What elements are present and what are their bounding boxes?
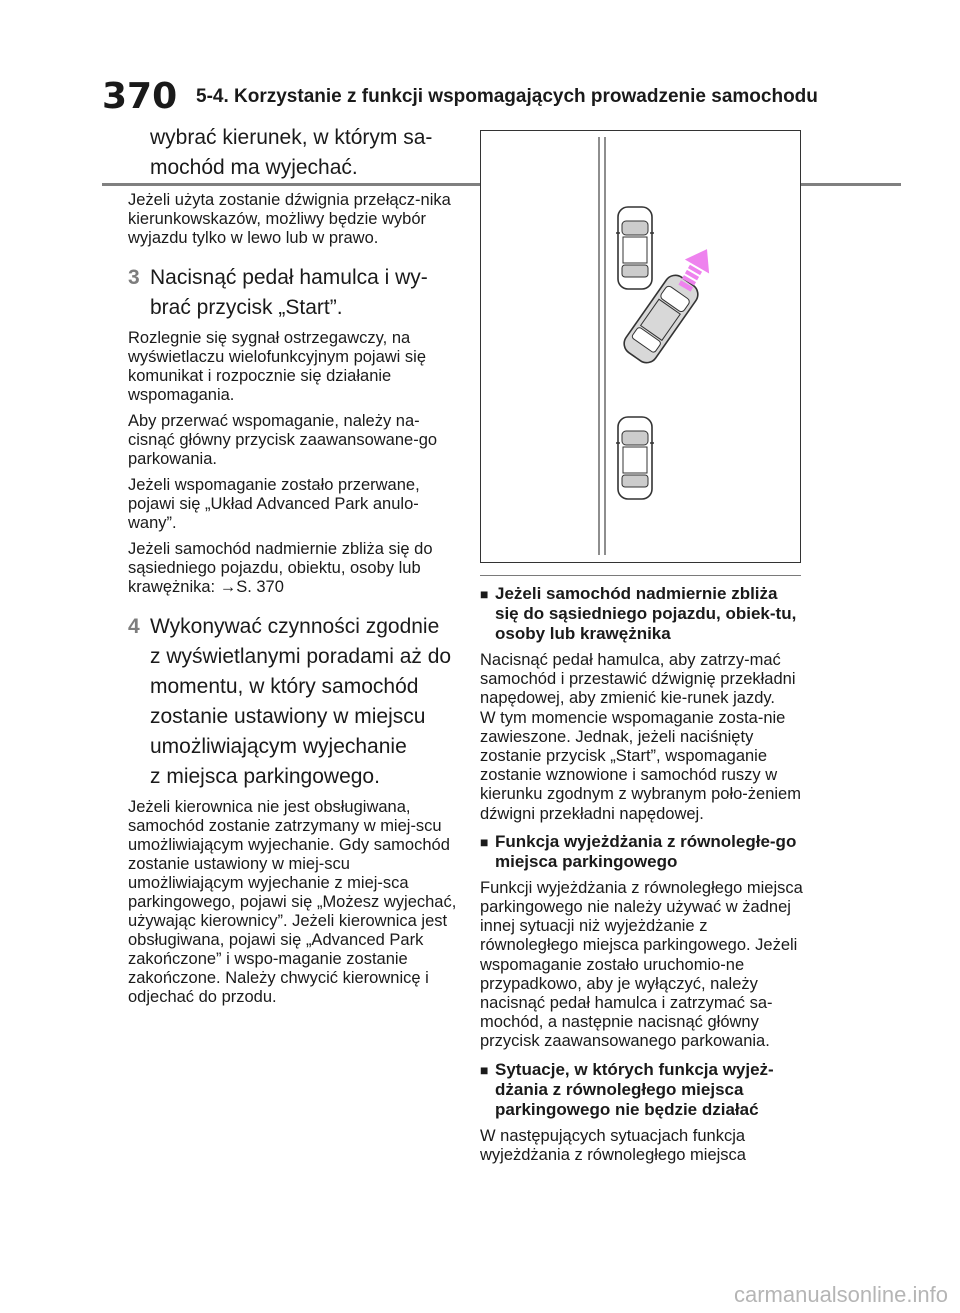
intro-line-1: wybrać kierunek, w którym sa- [150,126,433,149]
step-4-line-6: z miejsca parkingowego. [150,765,380,788]
paragraph: Nacisnąć pedał hamulca, aby zatrzy-mać samochód i przestawić dźwignię przekładni napędowej, aby zmienić kie-runek jazdy. [480,651,796,708]
step-3-number: 3 [128,266,140,289]
step-4-paragraph: Jeżeli kierownica nie jest obsługiwana, samochód zostanie zatrzymany w miej-scu umożliwiającym wyjechanie. Gdy samochód zostanie ustawiony w miej-scu umożliwiającym wyjechanie z miej-sca parkingowego, pojawi się „Możesz wyjechać, używając kierownicy”. Jeżeli kierownica jest obsługiwana, pojawi się „Advanced Park zakończone” i wspo-maganie zostanie zakończone. Należy chwycić kierownicę i odjechać do przodu. [128,798,457,1006]
step-4 [128,612,460,792]
step-4-line-5: umożliwiającym wyjechanie [150,735,407,758]
step-3-line-2: brać przycisk „Start”. [150,296,343,319]
paragraph: W tym momencie wspomaganie zosta-nie zawieszone. Jednak, jeżeli naciśnięty zostanie przycisk „Start”, wspomaganie zostanie wznowione i samochód ruszy w kierunku zgodnym z wybranym poło-żeniem dźwigni przekładni napędowej. [480,708,801,823]
step-4-line-3: momentu, w który samochód [150,675,419,698]
heading-text: Sytuacje, w których funkcja wyjeż-dżania z równoległego miejsca parkingowego nie będzie działać [495,1059,774,1119]
heading-too-close [480,584,805,644]
parked-car-front [616,207,654,289]
heading-text: Jeżeli samochód nadmiernie zbliża się do sąsiedniego pojazdu, obiek-tu, osoby lub krawężnika [495,584,797,643]
page-number: 370 [102,76,178,117]
page-header [0,70,960,120]
step-3-paragraph-4: Jeżeli samochód nadmiernie zbliża się do sąsiedniego pojazdu, obiektu, osoby lub krawężnika: →S. 370 [128,540,433,596]
paragraph: W następujących sytuacjach funkcja wyjeżdżania z równoległego miejsca [480,1126,746,1164]
heading-text: Funkcja wyjeżdżania z równoległe-go miejsca parkingowego [495,831,797,871]
bullet-square-icon: ■ [480,1061,489,1078]
right-column [480,584,805,1173]
step-4-line-4: zostanie ustawiony w miejscu [150,705,426,728]
step-3-line-1: Nacisnąć pedał hamulca i wy- [150,266,428,289]
step-3-paragraph-3: Jeżeli wspomaganie zostało przerwane, pojawi się „Układ Advanced Park anulo-wany”. [128,476,420,532]
step-4-line-1: Wykonywać czynności zgodnie [150,615,440,638]
bullet-square-icon: ■ [480,586,489,602]
section-title: 5-4. Korzystanie z funkcji wspomagających prowadzenie samochodu [196,86,818,107]
parking-illustration [480,130,801,563]
intro-paragraph: Jeżeli użyta zostanie dźwignia przełącz-nika kierunkowskazów, możliwy będzie wybór wyjazdu tylko w lewo lub w prawo. [128,191,451,247]
intro-line-2: mochód ma wyjechać. [150,156,358,179]
step-3-paragraph-1: Rozlegnie się sygnał ostrzegawczy, na wyświetlaczu wielofunkcyjnym pojawi się komunikat i rozpocznie się działanie wspomagania. [128,329,427,404]
paragraph: Funkcji wyjeżdżania z równoległego miejsca parkingowego nie należy używać w żadnej innej sytuacji niż wyjeżdżanie z równoległego miejsca parkingowego. Jeżeli wspomaganie zostało uruchomio-ne przypadkowo, aby je wyłączyć, należy nacisnąć pedał hamulca i zatrzymać sa-mochód, a następnie nacisnąć główny przycisk zaawansowanego parkowania. [480,878,803,1051]
step-4-line-2: z wyświetlanymi poradami aż do [150,645,452,668]
watermark: carmanualsonline.info [733,1282,948,1307]
step-3-paragraph-2: Aby przerwać wspomaganie, należy na-cisnąć główny przycisk zaawansowane-go parkowania. [128,412,438,468]
bullet-square-icon: ■ [480,833,489,850]
heading-function [480,832,805,872]
figure-divider [480,575,801,576]
step-3 [128,263,460,323]
parked-car-rear [616,417,654,499]
left-column [128,123,460,1014]
heading-situations [480,1060,805,1120]
step-4-number: 4 [128,615,140,638]
parking-diagram [481,131,799,561]
